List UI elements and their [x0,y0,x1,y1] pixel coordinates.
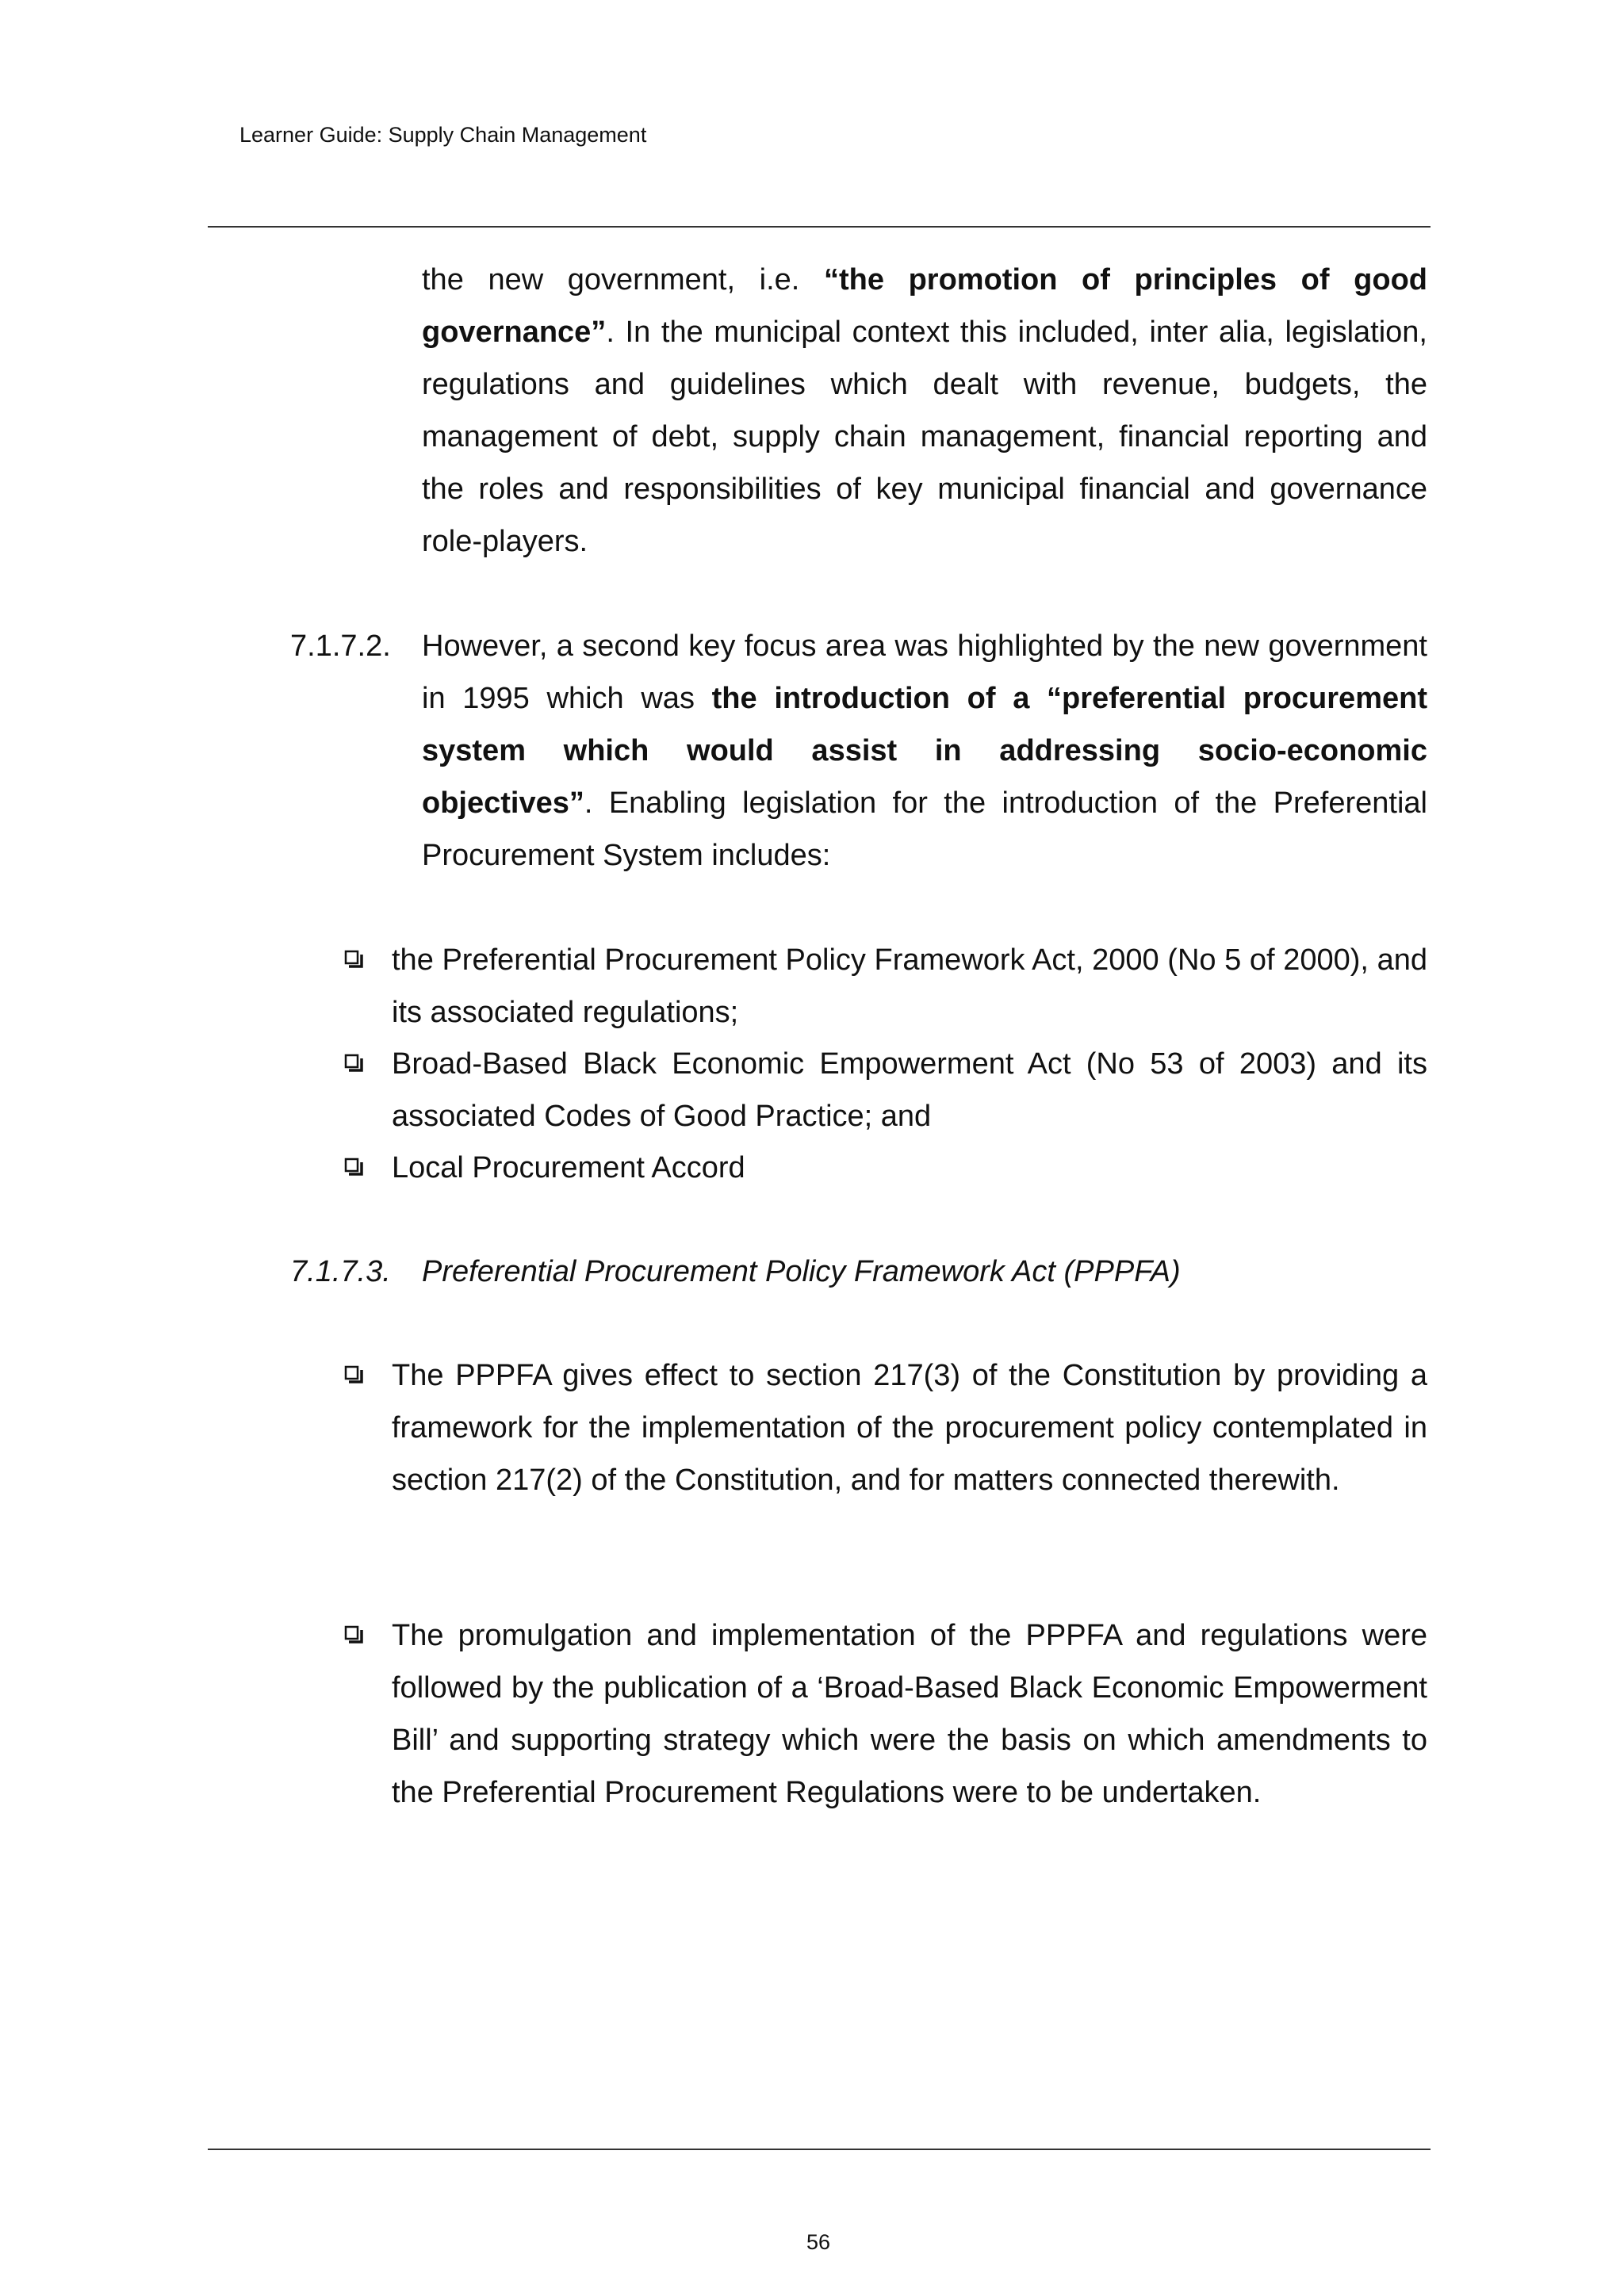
legislation-item-1: the Preferential Procurement Policy Framework Act, 2000 (No 5 of 2000), and its associated regulations; [392,943,1427,1029]
footer-rule [208,2149,1431,2150]
continued-paragraph [422,254,1427,568]
section-7172-bold: the introduction of a “preferential procurement system which would assist in addressing socio-economic objectives” [422,682,1427,820]
checkbox-bullet-icon [344,1365,363,1384]
legislation-item-2: Broad-Based Black Economic Empowerment Act (No 53 of 2003) and its associated Codes of Good Practice; and [392,1047,1427,1133]
legislation-item-3: Local Procurement Accord [392,1151,745,1184]
header-rule [208,226,1431,228]
section-number-7173: 7.1.7.3. [290,1255,391,1288]
page-number: 56 [806,2230,831,2254]
checkbox-bullet-icon [344,1054,363,1073]
checkbox-bullet-icon [344,1158,363,1177]
continued-paragraph-text-2: . In the municipal context this included, inter alia, legislation, regulations and guidelines which dealt with revenue, budgets, the management of debt, supply chain management, financial reporting and the roles and responsibilities of key municipal financial and governance role-players. [422,316,1427,558]
pppfa-item-1: The PPPFA gives effect to section 217(3) of the Constitution by providing a framework for the implementation of the procurement policy contemplated in section 217(2) of the Constitution, and for matters connected therewith. [392,1359,1427,1497]
section-7172-text-1: However, a second key focus area was highlighted by the new government in 1995 which was [422,629,1427,715]
section-7172-text-2: . Enabling legislation for the introduction of the Preferential Procurement System includes: [422,786,1427,872]
checkbox-bullet-icon [344,950,363,969]
running-header: Learner Guide: Supply Chain Management [239,123,647,147]
continued-paragraph-bold: “the promotion of principles of good governance” [422,263,1427,349]
checkbox-bullet-icon [344,1625,363,1644]
section-7172-paragraph [422,620,1427,882]
continued-paragraph-text-1: the new government, i.e. [422,263,824,297]
section-7173-title: Preferential Procurement Policy Framework Act (PPPFA) [422,1255,1181,1288]
section-number-7172: 7.1.7.2. [290,629,391,663]
pppfa-item-2: The promulgation and implementation of the PPPFA and regulations were followed by the publication of a ‘Broad-Based Black Economic Empowerment Bill’ and supporting strategy which were the basis on which amendments to the Preferential Procurement Regulations were to be undertaken. [392,1619,1427,1809]
